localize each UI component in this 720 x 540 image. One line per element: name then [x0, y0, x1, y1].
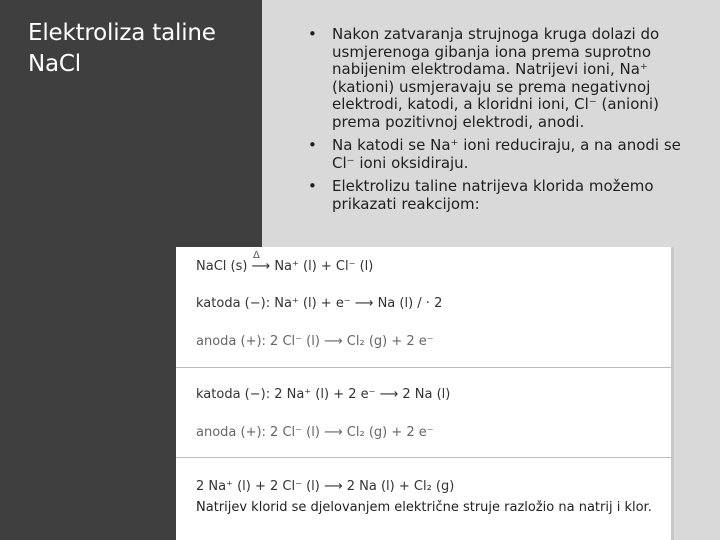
heat-symbol: Δ: [253, 250, 260, 261]
bullet-text: Elektrolizu taline natrijeva klorida možemo prikazati reakcijom:: [332, 177, 654, 213]
bullet-dot-icon: •: [308, 177, 317, 195]
equation-dissociation: NaCl (s) ⟶ Na⁺ (l) + Cl⁻ (l): [196, 259, 374, 274]
equation-cathode-doubled: katoda (−): 2 Na⁺ (l) + 2 e⁻ ⟶ 2 Na (l): [196, 387, 451, 402]
bullet-list: [306, 26, 706, 219]
bullet-item: [306, 26, 706, 131]
equation-cathode: katoda (−): Na⁺ (l) + e⁻ ⟶ Na (l) / · 2: [196, 296, 443, 311]
equation-overall: 2 Na⁺ (l) + 2 Cl⁻ (l) ⟶ 2 Na (l) + Cl₂ (g): [196, 479, 455, 494]
divider: [176, 457, 671, 458]
bullet-dot-icon: •: [308, 25, 317, 43]
slide-title: Elektroliza taline NaCl: [28, 20, 216, 77]
equation-anode-repeat: anoda (+): 2 Cl⁻ (l) ⟶ Cl₂ (g) + 2 e⁻: [196, 425, 434, 440]
bullet-item: [306, 178, 706, 213]
bullet-dot-icon: •: [308, 136, 317, 154]
reaction-figure: [176, 247, 671, 540]
bullet-text: Na katodi se Na⁺ ioni reduciraju, a na anodi se Cl⁻ ioni oksidiraju.: [332, 136, 681, 172]
figure-caption: Natrijev klorid se djelovanjem električne struje razložio na natrij i klor.: [196, 500, 652, 515]
bullet-text: Nakon zatvaranja strujnoga kruga dolazi do usmjerenoga gibanja iona prema suprotno nabijenim elektrodama. Natrijevi ioni, Na⁺ (kationi) usmjeravaju se prema negativnoj elektrodi, katodi, a kloridni ioni, Cl⁻ (anioni) prema pozitivnoj elektrodi, anodi.: [332, 25, 660, 131]
equation-anode: anoda (+): 2 Cl⁻ (l) ⟶ Cl₂ (g) + 2 e⁻: [196, 334, 434, 349]
bullet-item: [306, 137, 706, 172]
figure-border: [671, 247, 674, 540]
divider: [176, 367, 671, 368]
